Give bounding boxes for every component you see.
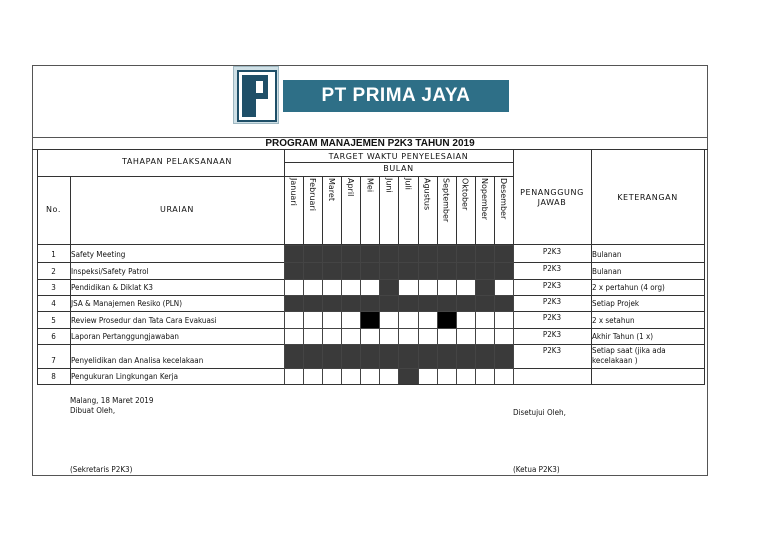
schedule-cell [284,295,304,312]
row-keterangan: Setiap Projek [592,299,640,308]
schedule-cell [418,344,438,369]
schedule-cell [475,344,495,369]
schedule-cell [303,245,323,263]
header-no: No. [45,205,62,214]
header-target: TARGET WAKTU PENYELESAIAN [328,152,469,161]
schedule-cell [398,368,418,385]
schedule-cell [303,368,323,385]
schedule-cell [322,295,342,312]
schedule-cell [284,245,304,263]
schedule-cell [303,328,323,345]
header-tahapan: TAHAPAN PELAKSANAAN [121,157,232,166]
schedule-cell [437,295,457,312]
schedule-cell [379,245,399,263]
schedule-cell [494,279,514,296]
schedule-cell [303,311,323,329]
row-penanggung-jawab: P2K3 [542,281,562,290]
row-uraian: Pengukuran Lingkungan Kerja [71,372,179,381]
schedule-cell [475,295,495,312]
header-keterangan: KETERANGAN [617,193,678,202]
schedule-cell [475,279,495,296]
schedule-cell [284,279,304,296]
month-header [322,176,341,242]
schedule-cell [379,262,399,280]
schedule-cell [418,311,438,329]
month-label: Februari [308,178,318,211]
month-label: Desember [498,178,508,220]
row-number: 5 [51,316,56,325]
schedule-cell [322,328,342,345]
row-uraian: Inspeksi/Safety Patrol [71,267,149,276]
schedule-cell [494,262,514,280]
month-label: Mei [365,178,375,193]
schedule-cell [284,344,304,369]
schedule-cell [379,368,399,385]
schedule-cell [456,344,476,369]
row-uraian: JSA & Manajemen Resiko (PLN) [71,299,182,308]
row-penanggung-jawab: P2K3 [542,313,562,322]
month-header [379,176,398,242]
row-penanggung-jawab: P2K3 [542,264,562,273]
schedule-cell [418,245,438,263]
schedule-cell [398,279,418,296]
row-number: 7 [51,356,56,365]
schedule-cell [341,262,361,280]
schedule-cell [303,262,323,280]
schedule-cell [284,262,304,280]
schedule-cell [437,311,457,329]
schedule-cell [322,344,342,369]
month-label: April [346,178,356,197]
schedule-cell [341,245,361,263]
row-penanggung-jawab: P2K3 [542,346,562,355]
secretary-sign: (Sekretaris P2K3) [70,465,133,474]
schedule-cell [456,279,476,296]
row-number: 4 [51,299,56,308]
schedule-cell [494,295,514,312]
row-uraian: Review Prosedur dan Tata Cara Evakuasi [71,316,217,325]
schedule-cell [322,368,342,385]
row-uraian: Safety Meeting [71,250,126,259]
schedule-cell [360,262,380,280]
schedule-cell [437,279,457,296]
month-header [456,176,475,242]
month-header [475,176,494,242]
row-uraian: Penyelidikan dan Analisa kecelakaan [71,356,204,365]
schedule-cell [360,368,380,385]
schedule-cell [360,245,380,263]
row-uraian: Pendidikan & Diklat K3 [71,283,153,292]
row-number: 1 [51,250,56,259]
schedule-cell [437,245,457,263]
schedule-cell [303,295,323,312]
schedule-cell [418,279,438,296]
month-label: Juni [384,178,394,193]
schedule-cell [360,295,380,312]
schedule-cell [456,295,476,312]
month-header [418,176,437,242]
row-uraian: Laporan Pertanggungjawaban [71,332,179,341]
schedule-cell [437,368,457,385]
schedule-cell [456,311,476,329]
schedule-cell [379,279,399,296]
schedule-cell [437,328,457,345]
month-label: Maret [327,178,337,201]
month-label: Januari [289,178,298,206]
schedule-cell [360,311,380,329]
schedule-cell [341,328,361,345]
row-keterangan: Bulanan [592,250,622,259]
schedule-cell [360,279,380,296]
schedule-cell [494,328,514,345]
program-title: PROGRAM MANAJEMEN P2K3 TAHUN 2019 [32,137,708,150]
month-header [437,176,456,242]
header-penanggung: PENANGGUNG [520,188,584,197]
schedule-cell [341,368,361,385]
schedule-cell [437,344,457,369]
row-penanggung-jawab: P2K3 [542,297,562,306]
schedule-cell [322,279,342,296]
schedule-cell [379,328,399,345]
made-by: Dibuat Oleh, [70,406,116,415]
schedule-cell [322,262,342,280]
schedule-cell [437,262,457,280]
month-header [341,176,360,242]
schedule-cell [494,344,514,369]
approved-by: Disetujui Oleh, [513,408,566,417]
schedule-cell [341,295,361,312]
month-label: Agustus [422,178,432,211]
schedule-cell [303,344,323,369]
schedule-cell [284,368,304,385]
month-label: Juli [403,178,413,190]
row-penanggung-jawab: P2K3 [542,247,562,256]
schedule-cell [456,262,476,280]
row-number: 8 [51,372,56,381]
schedule-cell [494,311,514,329]
schedule-cell [475,311,495,329]
schedule-cell [322,245,342,263]
schedule-cell [475,262,495,280]
schedule-cell [341,311,361,329]
row-number: 3 [51,283,56,292]
row-keterangan: 2 x pertahun (4 org) [592,283,665,292]
header-bulan: BULAN [383,164,414,173]
month-header [494,176,513,242]
schedule-cell [398,262,418,280]
month-label: September [441,178,451,223]
row-penanggung-jawab: P2K3 [542,330,562,339]
place-date: Malang, 18 Maret 2019 [70,396,154,405]
schedule-cell [398,344,418,369]
schedule-cell [379,344,399,369]
row-keterangan-cont: kecelakaan ) [592,356,638,365]
row-number: 2 [51,267,56,276]
company-logo [233,66,509,138]
schedule-cell [418,295,438,312]
schedule-cell [494,368,514,385]
month-header [284,176,303,242]
schedule-cell [284,311,304,329]
schedule-cell [341,344,361,369]
month-header [398,176,417,242]
schedule-cell [398,245,418,263]
schedule-cell [398,328,418,345]
schedule-cell [456,368,476,385]
schedule-cell [456,328,476,345]
schedule-cell [418,328,438,345]
schedule-cell [475,328,495,345]
schedule-cell [341,279,361,296]
schedule-cell [494,245,514,263]
month-header [303,176,322,242]
schedule-cell [398,295,418,312]
row-number: 6 [51,332,56,341]
row-keterangan: Akhir Tahun (1 x) [592,332,654,341]
header-uraian: URAIAN [160,205,194,214]
month-label: Oktober [460,178,470,211]
schedule-cell [418,262,438,280]
schedule-cell [475,245,495,263]
schedule-cell [475,368,495,385]
chair-sign: (Ketua P2K3) [513,465,560,474]
row-keterangan: Bulanan [592,267,622,276]
month-header [360,176,379,242]
header-jawab: JAWAB [537,198,567,207]
row-keterangan: Setiap saat (jika ada [592,346,666,355]
schedule-cell [398,311,418,329]
schedule-cell [418,368,438,385]
schedule-cell [322,311,342,329]
company-name: PT PRIMA JAYA SINERGI [283,80,509,112]
schedule-cell [360,344,380,369]
schedule-cell [303,279,323,296]
schedule-cell [284,328,304,345]
schedule-cell [379,295,399,312]
month-label: Nopember [479,178,489,220]
schedule-cell [379,311,399,329]
pjs-logo-icon [233,66,279,124]
schedule-cell [360,328,380,345]
schedule-cell [456,245,476,263]
row-keterangan: 2 x setahun [592,316,635,325]
